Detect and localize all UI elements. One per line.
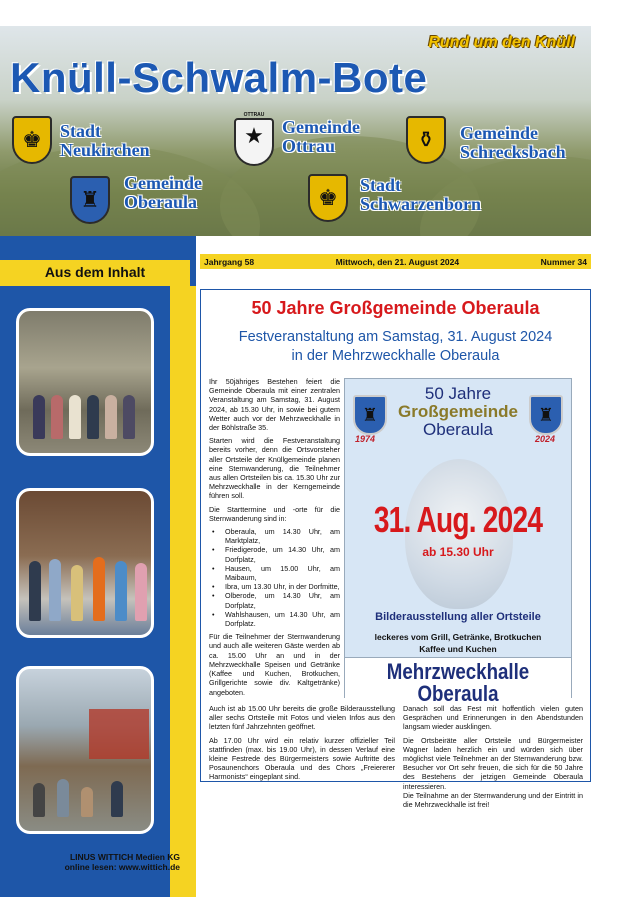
photo-village-festival: [16, 666, 154, 834]
oberaula-crest-icon: ♜: [529, 395, 563, 435]
article-paragraph: Die Starttermine und -orte für die Sternwanderung sind in:: [209, 504, 340, 523]
main-article: [200, 289, 591, 810]
issue-date: Mittwoch, den 21. August 2024: [335, 256, 460, 267]
article-paragraph: Ab 17.00 Uhr wird ein relativ kurzer offizieller Teil stattfinden (max. bis 19.00 Uhr), in dessen Verlauf eine kleine Festrede des Bürgermeisters sowie Auftritte des Posaunenchors Oberaula und des Chors „Freiererer Harmonists“ eingeplant sind.: [209, 735, 395, 782]
article-paragraph: Ihr 50jähriges Bestehen feiert die Gemeinde Oberaula mit einer zentralen Veranstaltung am Samstag, 31. August 2024, ab 15.30 Uhr, in sowie bei gutem Wetter auch vor der Mehrzweckhalle in der Böhlstraße 35.: [209, 377, 340, 433]
oberaula-crest-icon: ♜: [353, 395, 387, 435]
list-item: • Olberode, um 14.30 Uhr, am Dorfplatz,: [209, 591, 340, 609]
poster-exhibition: Bilderausstellung aller Ortsteile: [375, 611, 541, 623]
muni-oberaula: Gemeinde Oberaula: [124, 173, 202, 212]
article-subhead: Festveranstaltung am Samstag, 31. August 2024 in der Mehrzweckhalle Oberaula: [238, 329, 553, 364]
publisher-note: [30, 852, 180, 872]
list-item: • Wahlshausen, um 14.30 Uhr, am Dorfplatz.: [209, 610, 340, 628]
sidebar-stripe: [170, 286, 196, 897]
poster-year-start: 1974: [355, 434, 376, 444]
article-paragraph: Die Ortsbeiräte aller Ortsteile und Bürgermeister Wagner laden herzlich ein und würden sich über möglichst viele Teilnehmer an der Sternwanderung bzw. Besucher vor Ort sehr freuen, die sich für die 50 Jahre des Bestehens der jetzigen Gemeinde Oberaula interessieren.: [403, 735, 583, 791]
poster-title: 50 Jahre Großgemeinde Oberaula: [398, 384, 518, 439]
contents-heading: Aus dem Inhalt: [44, 264, 146, 280]
volume-number: Jahrgang 58: [204, 256, 255, 267]
list-item: • Friedigerode, um 14.30 Uhr, am Dorfplatz,: [209, 545, 340, 563]
schwarzenborn-crest-icon: ♚: [308, 174, 348, 222]
neukirchen-crest-icon: ♚: [12, 116, 52, 164]
article-column-bottom-right: [403, 704, 583, 813]
event-poster: [344, 378, 572, 706]
article-paragraph: Starten wird die Festveranstaltung bereits vorher, denn die Ortsvorsteher aller Ortsteile der Knüllgemeinde planen eine Sternwanderung, die Teilnehmer aus allen Ortsteilen bis ca. 15.30 Uhr zur Mehrzweckhalle in der Kerngemeinde führen soll.: [209, 436, 340, 501]
muni-schrecksbach: Gemeinde Schrecksbach: [460, 123, 566, 162]
article-column-bottom-left: [209, 704, 395, 786]
oberaula-crest-icon: ♜: [70, 176, 110, 224]
poster-food: leckeres vom Grill, Getränke, Brotkuchen Kaffee und Kuchen: [374, 632, 542, 654]
article-paragraph: Für die Teilnehmer der Sternwanderung und auch alle weiteren Gäste werden ab ca. 15.00 Uhr an und in der Mehrzweckhalle Speisen und Getränke (Kaffee und Kuchen, Brotkuchen, Grillgerichte sowie div. Kaltgetränke) angeboten.: [209, 632, 340, 697]
poster-year-end: 2024: [535, 434, 556, 444]
hike-start-list: [209, 527, 340, 628]
ottrau-crest-icon: OTTRAU ★: [234, 118, 274, 166]
poster-date: 31. Aug. 2024: [373, 499, 543, 540]
list-item: • Hausen, um 15.00 Uhr, am Maibaum,: [209, 564, 340, 582]
publisher-name: LINUS WITTICH Medien KG: [69, 852, 180, 862]
muni-schwarzenborn: Stadt Schwarzenborn: [360, 175, 481, 214]
list-item: • Ibra, um 13.30 Uhr, in der Dorfmitte,: [209, 582, 340, 591]
article-paragraph: Die Teilnahme an der Sternwanderung und der Eintritt in die Mehrzweckhalle ist frei!: [403, 790, 583, 810]
schrecksbach-crest-icon: ⚱: [406, 116, 446, 164]
list-item: • Oberaula, um 14.30 Uhr, am Marktplatz,: [209, 527, 340, 545]
article-headline: 50 Jahre Großgemeinde Oberaula: [251, 298, 540, 318]
article-paragraph: Danach soll das Fest mit hoffentlich vielen guten Gesprächen und Erinnerungen in den Abendstunden langsam wieder ausklingen.: [403, 704, 583, 732]
photo-award-group: [16, 488, 154, 638]
publisher-online-link[interactable]: online lesen: www.wittich.de: [64, 862, 180, 872]
article-column-left: [209, 377, 340, 701]
newspaper-title: Knüll-Schwalm-Bote: [10, 54, 428, 101]
poster-venue: Mehrzweckhalle Oberaula: [345, 657, 571, 699]
issue-number: Nummer 34: [540, 256, 587, 267]
muni-ottrau: Gemeinde Ottrau: [282, 117, 360, 156]
masthead: [0, 26, 591, 236]
issue-info-bar: [200, 254, 591, 269]
photo-choir-group: [16, 308, 154, 456]
masthead-tagline: Rund um den Knüll: [428, 34, 575, 51]
article-paragraph: Auch ist ab 15.00 Uhr bereits die große Bilderausstellung aller sechs Ortsteile mit Fotos und vielen Infos aus den letzten fünf Jahrzehnten geöffnet.: [209, 704, 395, 732]
poster-time: ab 15.30 Uhr: [422, 545, 494, 559]
muni-neukirchen: Stadt Neukirchen: [60, 121, 150, 160]
